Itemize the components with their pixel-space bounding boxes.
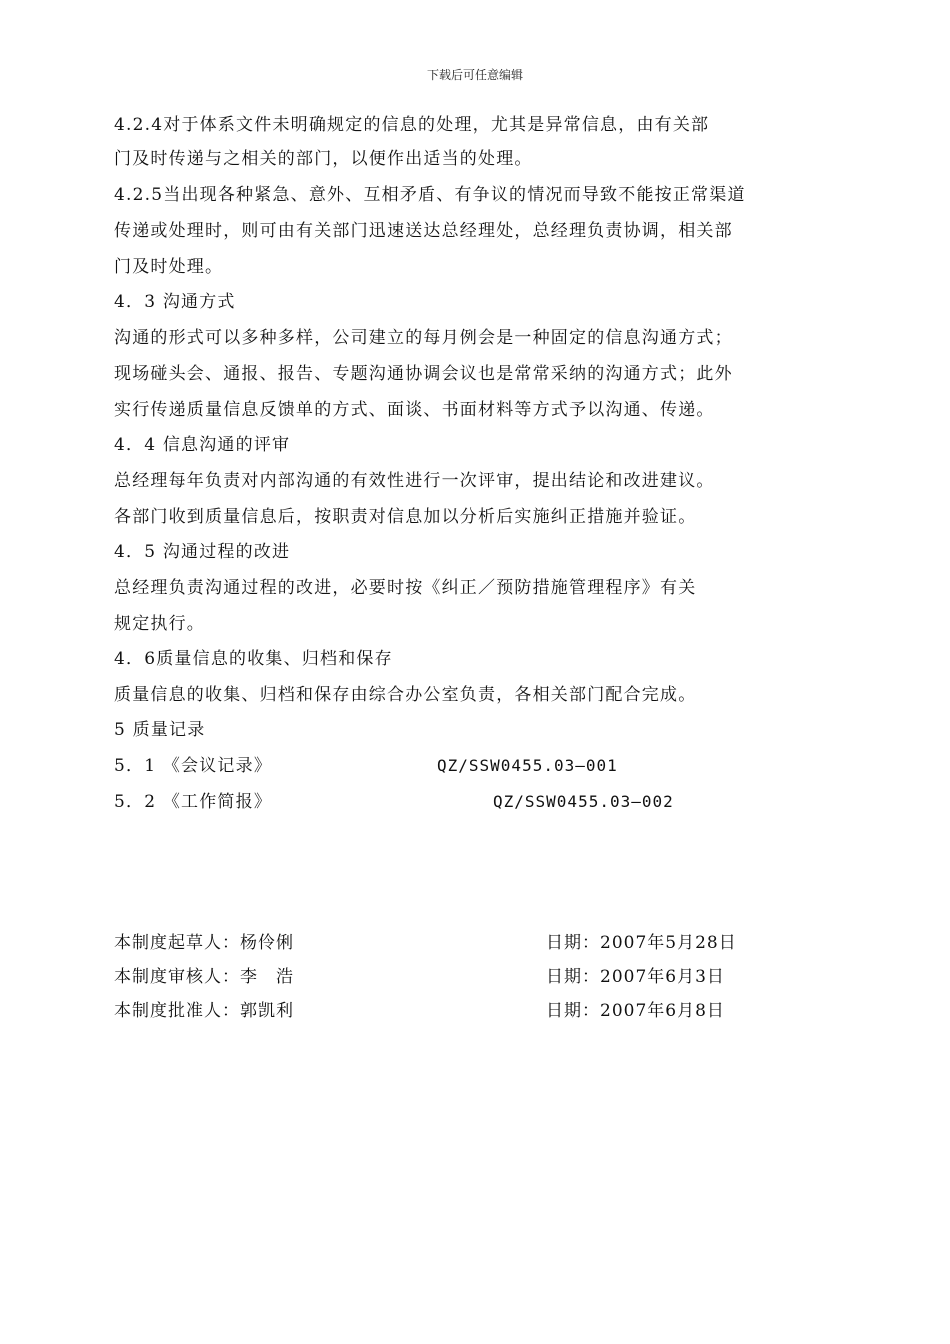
section-heading: 5 质量记录: [114, 720, 206, 740]
signature-role: 本制度批准人：郭凯利: [114, 1001, 294, 1021]
signature-role: 本制度起草人：杨伶俐: [114, 933, 294, 953]
section-heading: 4．6质量信息的收集、归档和保存: [114, 649, 393, 669]
body-line: 门及时处理。: [114, 257, 224, 277]
body-line: 总经理负责沟通过程的改进，必要时按《纠正／预防措施管理程序》有关: [114, 578, 697, 598]
body-line: 门及时传递与之相关的部门，以便作出适当的处理。: [114, 149, 533, 169]
record-code: QZ/SSW0455.03—002: [493, 792, 674, 811]
record-code: QZ/SSW0455.03—001: [437, 756, 618, 775]
page-header: 下载后可任意编辑: [426, 68, 523, 82]
body-line: 4.2.5当出现各种紧急、意外、互相矛盾、有争议的情况而导致不能按正常渠道: [114, 185, 746, 205]
section-heading: 4．5 沟通过程的改进: [114, 542, 291, 562]
body-line: 4.2.4对于体系文件未明确规定的信息的处理，尤其是异常信息，由有关部: [114, 115, 710, 135]
signature-date: 日期：2007年6月8日: [546, 1001, 725, 1021]
signature-date: 日期：2007年6月3日: [546, 967, 725, 987]
body-line: 传递或处理时，则可由有关部门迅速送达总经理处，总经理负责协调，相关部: [114, 221, 733, 241]
record-label: 5．1 《会议记录》: [114, 756, 273, 776]
body-line: 各部门收到质量信息后，按职责对信息加以分析后实施纠正措施并验证。: [114, 507, 697, 527]
record-label: 5．2 《工作简报》: [114, 792, 273, 812]
signature-date: 日期：2007年5月28日: [546, 933, 737, 953]
body-line: 实行传递质量信息反馈单的方式、面谈、书面材料等方式予以沟通、传递。: [114, 400, 715, 420]
body-line: 总经理每年负责对内部沟通的有效性进行一次评审，提出结论和改进建议。: [114, 471, 715, 491]
signature-role: 本制度审核人：李 浩: [114, 967, 294, 987]
section-heading: 4．4 信息沟通的评审: [114, 435, 291, 455]
body-line: 质量信息的收集、归档和保存由综合办公室负责，各相关部门配合完成。: [114, 685, 697, 705]
body-line: 现场碰头会、通报、报告、专题沟通协调会议也是常常采纳的沟通方式；此外: [114, 364, 733, 384]
body-line: 沟通的形式可以多种多样，公司建立的每月例会是一种固定的信息沟通方式；: [114, 328, 733, 348]
section-heading: 4．3 沟通方式: [114, 292, 236, 312]
body-line: 规定执行。: [114, 614, 205, 634]
